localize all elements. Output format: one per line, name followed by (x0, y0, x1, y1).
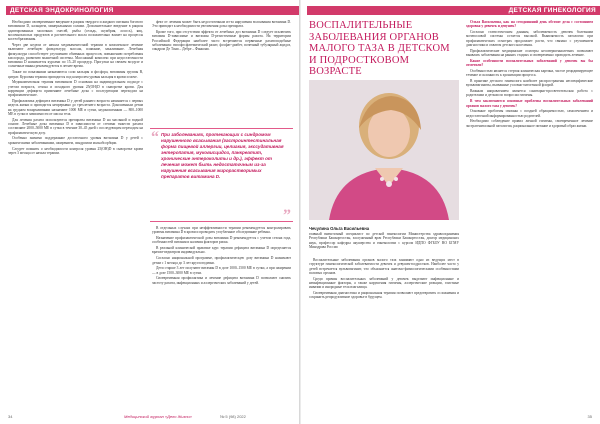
issue-number: № 5 (98) 2022 (220, 414, 246, 419)
paragraph: Медикаментозная терапия витамином D основана на индивидуальном подходе с учетом возраста, сезона и исходного уровня 25(OH)D в сыворотке крови. Для коррекции дефицита применяют лечебные дозы с последующим переходом на профилактические. (8, 80, 143, 98)
paragraph: Для лечения рахита используются препараты витамина D на масляной и водной основе. Лечебные дозы витамина D в зависимости от степени тяжести рахита составляют 2000–5000 МЕ в сутки в течение 30–45 дней с последующим переходом на профилактическую дозу. (8, 117, 143, 135)
paragraph: Через две недели от начала медикаментозной терапии в комплексное лечение включают лечебную физкультуру, массаж, плавание, закаливание. Лечебная физкультура способствует улучшению обменных процессов, повышению потребления кислорода, развитию мышечной системы. Массажный комплекс при недостаточности витамина D назначается курсами по 15–20 процедур. Прогулки на свежем воздухе и солнечные ванны рекомендуются в летнее время. (8, 42, 143, 69)
interview-question: Какие особенности воспалительных заболеваний у девочек вы бы отметили? (466, 58, 593, 68)
section-band-endocrinology: ДЕТСКАЯ ЭНДОКРИНОЛОГИЯ (6, 6, 299, 15)
paragraph: Особенностью является стертая клиническая картина, частое рецидивирующее течение и склонность к хронизации процесса. (466, 68, 593, 78)
paragraph: Дети старше 3 лет получают витамин D в дозе 1000–1500 МЕ в сутки, а при ожирении — в дозе 1500–3000 МЕ в сутки. (152, 266, 291, 275)
article-column-right-1 (309, 258, 459, 398)
paragraph: Важным направлением является санитарно-просветительская работа с родителями и детьми по вопросам гигиены. (466, 89, 593, 98)
paragraph: Своевременная профилактика и лечение дефицита витамина D позволяют снизить частоту рахита, инфекционных и аллергических заболеваний у детей. (152, 276, 291, 285)
close-quote-icon: ” (283, 207, 291, 224)
caption-role: главный внештатный специалист по детской гинекологии Министерства здравоохранения Республики Башкортостан, заслуженный врач Республики Башкортостан, доктор медицинских наук, профессор кафедры акушерства и гинекологии с курсом ИДПО ФГБОУ ВО БГМУ Минздрава России (309, 232, 459, 249)
article-column-right-2 (466, 20, 593, 398)
paragraph: В отдельных случаях при неэффективности терапии рекомендуется контролировать уровень витамина D в крови и проводить углубленное обследование ребенка. (152, 226, 291, 235)
portrait-photo (309, 80, 459, 220)
right-page (301, 0, 600, 424)
interview-question: В чем заключаются основные проблемы воспалительных заболеваний органов малого таза у девочек? (466, 99, 593, 108)
left-page (0, 0, 299, 424)
page-number: 35 (587, 414, 592, 419)
paragraph: Среди причин воспалительных заболеваний у девочек выделяют инфекционные и неинфекционные факторы, а также нарушения гигиены, аллергические реакции, глистные инвазии и инородные тела влагалища. (309, 276, 459, 290)
paragraph: Необходимо соблюдение правил личной гигиены, своевременное лечение экстрагенитальной патологии, рациональное питание и здоровый образ жизни. (466, 119, 593, 128)
paragraph: Кроме того, при отсутствии эффекта от лечебных доз витамина D следует исключить витамин D-зависимые и витамин D-резистентные формы рахита. На территории Российской Федерации наиболее часто встречаются первичные рахитоподобные заболевания: гипофосфатемический рахит, фосфат-диабет, почечный тубулярный ацидоз, синдром Де Тони – Дебре – Фанкони. (152, 30, 291, 52)
paragraph: Основные проблемы связаны с поздней обращаемостью, самолечением и недостаточной информированностью родителей. (466, 109, 593, 118)
paragraph: Воспалительные заболевания органов малого таза занимают одно из ведущих мест в структуре гинекологической заболеваемости девочек и девушек-подростков. Наиболее часто у детей встречается вульвовагинит, что объясняется анатомо-физиологическими особенностями половых органов. (309, 258, 459, 275)
paragraph: Следует помнить о необходимости контроля уровня 25(OH)D в сыворотке крови через 3 месяца от начала терапии. (8, 146, 143, 155)
paragraph: В практике детского гинеколога наиболее распространены неспецифические вульвовагиниты, вызванные условно-патогенной флорой. (466, 79, 593, 88)
paragraph: Необходимо своевременное введение в рацион твердого и жидкого питания богатого витамином D, кальцием, минеральными солями. Дополнительное введение в рацион адаптированных молочных смесей, рыбы (сельдь, скумбрия, лосось), яиц, молочнокислых продуктов и растительного масла положительно влияет на процессы костеобразования. (8, 20, 143, 42)
article-headline: ВОСПАЛИТЕЛЬНЫЕ ЗАБОЛЕВАНИЯ ОРГАНОВ МАЛОГО ТАЗА В ДЕТСКОМ И ПОДРОСТКОВОМ ВОЗРАСТЕ (309, 20, 450, 77)
caption-name: Чечулина Ольга Васильевна (309, 226, 370, 231)
paragraph: В реальной клинической практике курс терапии дефицита витамина D определяется врачом-педиатром индивидуально. (152, 246, 291, 255)
paragraph: Профилактика дефицита витамина D у детей раннего возраста начинается с первых недель жизни и проводится непрерывно до трехлетнего возраста. Доношенным детям на грудном вскармливании назначают 1000 МЕ в сутки, недоношенным — 800–1000 МЕ в сутки в зависимости от массы тела. (8, 99, 143, 116)
paragraph: фект от лечения может быть недостаточным из-за нарушения всасывания витамина D. Это приводит к необходимости увеличения дозы препарата. (152, 20, 291, 29)
paragraph: Особенно значимо поддержание достаточного уровня витамина D у детей с хроническими заболеваниями, ожирением, синдромом мальабсорбции. (8, 136, 143, 145)
paragraph: Согласно статистическим данным, заболеваемость девочек болезнями мочеполовой системы остается высокой. Выявляемость патологии при профилактических осмотрах продолжает расти, что связано с улучшением диагностики и охватом детского населения. (466, 30, 593, 47)
article-column-2-bottom (152, 226, 291, 398)
portrait-illustration (309, 80, 459, 220)
paragraph: Назначение профилактической дозы витамина D рекомендуется с учетом сезона года, особенностей питания и наличия факторов риска. (152, 236, 291, 245)
article-column-2-top (152, 20, 291, 142)
journal-name: Медицинский журнал «Дело Жизни» (124, 414, 193, 419)
open-quote-icon: “ (151, 129, 159, 146)
pull-quote-text: При заболеваниях, протекающих с синдромом нарушенного всасывания (гастроинтестинальная форма пищевой аллергии, целиакия, экссудативная энтеропатия, муковисцидоз, панкреатит, хронические энтероколиты и др.), эффект от лечения может быть недостаточным из-за нарушения всасывания жирорастворимых препаратов витамина D. (161, 132, 284, 179)
paragraph: Согласно национальной программе, профилактическую дозу витамина D назначают детям с 1 месяца до 3 лет круглогодично. (152, 256, 291, 265)
paragraph: Профилактические медицинские осмотры несовершеннолетних позволяют выявлять заболевания на ранних стадиях и своевременно проводить лечение. (466, 48, 593, 58)
section-band-gynecology: ДЕТСКАЯ ГИНЕКОЛОГИЯ (307, 6, 600, 15)
paragraph: Своевременная диагностика и рациональная терапия позволяют предотвратить осложнения и сохранить репродуктивное здоровье в будущем. (309, 291, 459, 300)
interview-question: Ольга Васильевна, как на сегодняшний день обстоят дела с состоянием здоровья у девочек и девушек? (466, 20, 593, 29)
page-number: 34 (8, 414, 13, 419)
article-column-1 (8, 20, 143, 398)
paragraph: Также по показаниям назначаются соли кальция и фосфора, витамины группы B, цитрат. Курсовая терапия проводится под контролем уровня кальция в крови и моче. (8, 70, 143, 79)
pull-quote (150, 128, 293, 222)
